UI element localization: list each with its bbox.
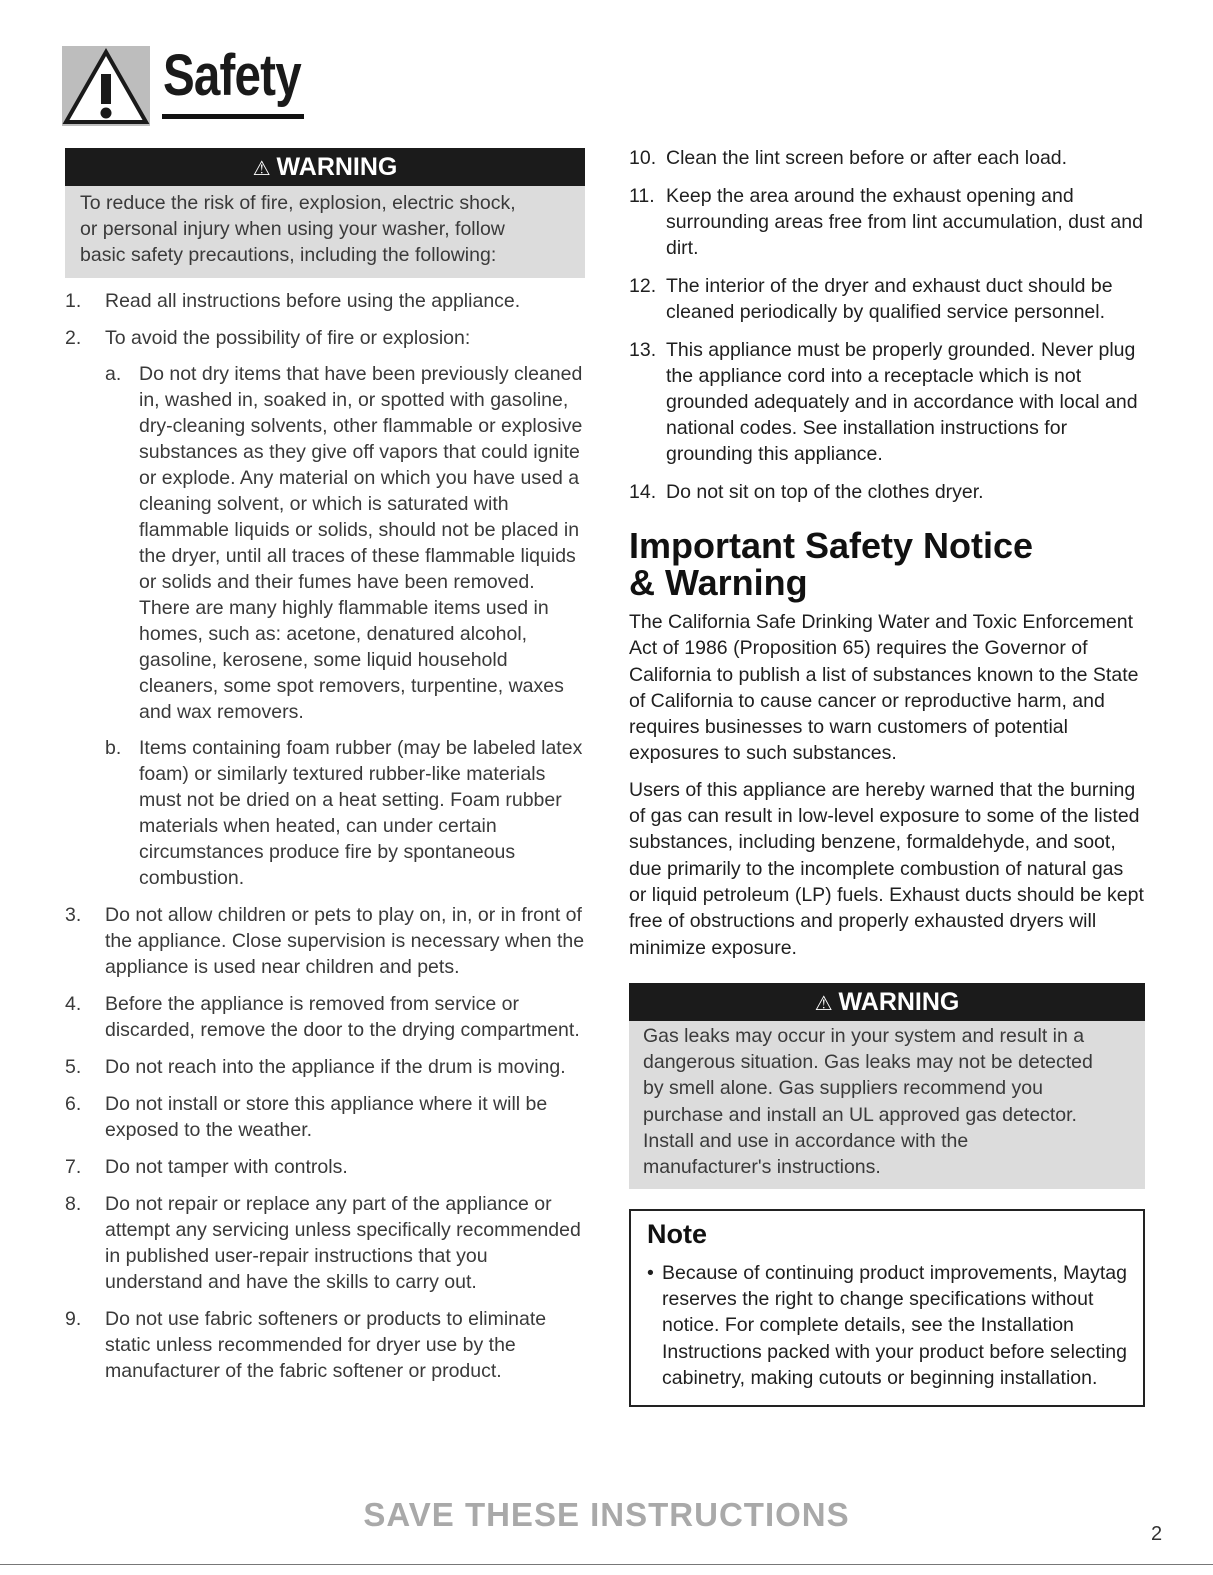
item-text: To avoid the possibility of fire or explosion: [105,327,471,349]
item-text: Before the appliance is removed from service or discarded, remove the door to the drying compartment. [105,993,580,1041]
sub-list-item [105,361,585,725]
item-number: 14. [629,481,657,503]
item-text: This appliance must be properly grounded. Never plug the appliance cord into a receptacle which is not grounded adequately and in accordance with local and national codes. See installation instructions for grounding this appliance. [666,339,1138,465]
list-item [629,337,1145,467]
item-text: Do not use fabric softeners or products to eliminate static unless recommended for dryer use by the manufacturer of the fabric softener or product. [105,1308,547,1382]
note-heading: Note [647,1218,707,1249]
save-instructions-footer: SAVE THESE INSTRUCTIONS [363,1496,850,1533]
list-item [629,479,1145,505]
item-text: Do not repair or replace any part of the appliance or attempt any servicing unless specifically recommended in published user-repair instructions that you understand and have the skills to carry out. [105,1193,581,1293]
safety-list-right [629,145,1145,505]
warning-line: To reduce the risk of fire, explosion, electric shock, [80,192,516,214]
item-text: Read all instructions before using the appliance. [105,290,521,312]
warning-box-bottom [629,983,1145,1189]
sub-item-text: Items containing foam rubber (may be labeled latex foam) or similarly textured rubber-like materials must not be dried on a heat setting. Foam rubber materials when heated, can under certain circumstances produce fire by spontaneous combustion. [139,737,583,889]
notice-heading-line: & Warning [629,562,808,603]
warning-line: by smell alone. Gas suppliers recommend you [643,1077,1043,1100]
warning-line: dangerous situation. Gas leaks may not be detected [643,1051,1093,1074]
item-text: Do not sit on top of the clothes dryer. [666,481,984,503]
warning-header [65,148,585,186]
warning-title: WARNING [838,987,960,1016]
warning-line: purchase and install an UL approved gas detector. [643,1103,1077,1126]
item-number: 4. [65,993,82,1015]
list-item [65,902,585,980]
notice-heading [629,527,1145,601]
warning-line: manufacturer's instructions. [643,1156,881,1179]
item-text: Keep the area around the exhaust opening and surrounding areas free from lint accumulation, dust and dirt. [666,185,1143,259]
sub-item-text: Do not dry items that have been previously cleaned in, washed in, soaked in, or spotted with gasoline, dry-cleaning solvents, other flammable or explosive substances as they give off vapors that could ignite or explode. Any material on which you have used a cleaning solvent, or which is saturated with flammable liquids or solids, should not be placed in the dryer, until all traces of these flammable liquids or solids and their fumes have been removed. There are many highly flammable items used in homes, such as: acetone, denatured alcohol, gasoline, kerosene, some liquid household cleaners, some spot removers, turpentine, waxes and wax removers. [139,363,583,723]
item-number: 5. [65,1056,82,1078]
list-item [65,288,585,314]
warning-text [629,1021,1145,1189]
note-text: Because of continuing product improvements, Maytag reserves the right to change specifications without notice. For complete details, see the Installation Instructions packed with your product before selecting cabinetry, making cutouts or beginning installation. [662,1261,1128,1389]
warning-header [629,983,1145,1021]
item-text: Do not install or store this appliance where it will be exposed to the weather. [105,1093,548,1141]
page-number: 2 [1151,1523,1163,1545]
warning-text [65,186,585,278]
warning-line: Install and use in accordance with the [643,1130,969,1153]
note-item [647,1260,1129,1391]
notice-heading-line: Important Safety Notice [629,525,1034,566]
notice-paragraph: Users of this appliance are hereby warned that the burning of gas can result in low-level exposure to some of the listed substances, including benzene, formaldehyde, and soot, due primarily to the incomplete combustion of natural gas or liquid petroleum (LP) fuels. Exhaust ducts should be kept free of obstructions and properly exhausted dryers will minimize exposure. [629,778,1144,959]
item-text: Do not allow children or pets to play on, in, or in front of the appliance. Close supervision is necessary when the appliance is used near children and pets. [105,904,585,978]
list-item [65,1306,585,1384]
item-text: Do not reach into the appliance if the drum is moving. [105,1056,566,1078]
sub-list-item [105,735,585,891]
safety-list-left [65,288,585,1384]
list-item [65,1091,585,1143]
item-number: 8. [65,1193,82,1215]
notice-paragraph: The California Safe Drinking Water and Toxic Enforcement Act of 1986 (Proposition 65) requires the Governor of California to publish a list of substances known to the State of California to cause cancer or reproductive harm, and requires businesses to warn customers of potential exposures to such substances. [629,611,1139,765]
item-number: 9. [65,1308,82,1330]
list-item [65,1191,585,1295]
list-item [65,1154,585,1180]
item-number: 13. [629,339,657,361]
bullet-icon: • [647,1261,654,1284]
item-number: 3. [65,904,82,926]
note-box [629,1209,1145,1407]
sub-list [105,361,585,891]
warning-triangle-icon [62,46,150,126]
warning-line: or personal injury when using your washer, follow [80,218,505,240]
list-item [65,991,585,1043]
item-text: The interior of the dryer and exhaust duct should be cleaned periodically by qualified service personnel. [666,275,1113,323]
list-item [629,145,1145,171]
item-number: 11. [629,185,655,207]
sub-item-letter: b. [105,737,122,759]
warning-title: WARNING [276,153,398,181]
warning-box-top [65,148,585,278]
item-text: Clean the lint screen before or after each load. [666,147,1068,169]
item-number: 12. [629,275,657,297]
item-number: 10. [629,147,657,169]
warning-triangle-icon: ⚠ [814,992,833,1015]
list-item [629,273,1145,325]
sub-item-letter: a. [105,363,122,385]
item-number: 7. [65,1156,82,1178]
page-title: Safety [163,43,301,108]
title-underline [162,114,304,119]
item-text: Do not tamper with controls. [105,1156,348,1178]
list-item [65,325,585,891]
warning-line: basic safety precautions, including the following: [80,244,497,266]
bottom-divider [0,1564,1213,1565]
item-number: 1. [65,290,82,312]
warning-line: Gas leaks may occur in your system and result in a [643,1024,1085,1047]
right-column [629,145,1145,1407]
warning-triangle-icon: ⚠ [252,158,271,180]
list-item [629,183,1145,261]
item-number: 2. [65,327,82,349]
list-item [65,1054,585,1080]
item-number: 6. [65,1093,82,1115]
left-column [65,148,585,1384]
